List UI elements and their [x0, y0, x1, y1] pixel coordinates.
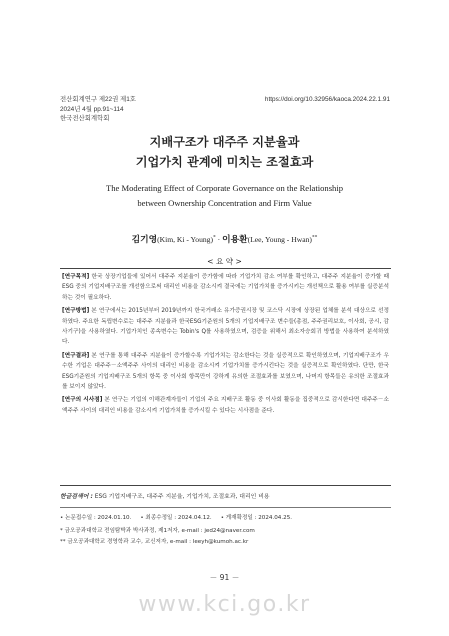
abstract-implications-text: 본 연구는 기업의 이해관계자들이 기업의 주요 지배구조 활동 중 이사회 활동을 집중적으로 감시한다면 대주주－소액주주 사이의 대리인 비용을 감소시켜 기업가치를 증가시킬 수 있다는 시사점을 준다.	[62, 397, 389, 414]
abstract-method-label: [연구방법]	[62, 308, 90, 315]
footnote-author-1: * 금오공과대학교 전임탐박과 박사과정, 제1저자, e-mail : jed24@naver.com	[60, 528, 255, 534]
english-title-line-2: between Ownership Concentration and Firm Value	[137, 197, 312, 208]
date-revised: • 최종수정일 : 2024.04.12.	[140, 515, 212, 521]
journal-publisher: 한국전산회계학회	[60, 115, 110, 122]
abstract-box	[60, 268, 391, 486]
date-accepted: • 게재확정일 : 2024.04.25.	[220, 515, 293, 521]
abstract-method-text: 본 연구에서는 2015년부터 2019년까지 한국거래소 유가증권시장 및 코스닥 시장에 상장된 업체를 분석 대상으로 선정하였다. 주요한 독립변수로는 대주주 지분율과 한국ESG기준원의 5개의 기업지배구조 변수들(총점, 주주권리보호, 이사회, 공시, 감사기구)을 사용하였다. 기업가치인 종속변수는 Tobin's Q를 사용하였으며, 검증을 위해서 최소자승회귀 방법을 사용하여 분석하였다.	[62, 308, 389, 346]
abstract-results-text: 본 연구를 통해 대주주 지분율이 증가할수록 기업가치는 감소한다는 것을 실증적으로 확인하였으며, 기업지배구조가 우수한 기업은 대주주－소액주주 사이의 대리인 비용을 감소시켜 기업가치를 증가시킨다는 것을 실증적으로 확인하였다. 단만, 한국ESG기준원의 기업지배구조 5개의 항목 중 이사회 항목만이 강하게 유의한 조절효과를 보였으며, 나머지 항목들은 유의한 조절효과를 보이지 않았다.	[62, 352, 389, 391]
abstract-purpose-label: [연구목적]	[62, 274, 90, 280]
english-title	[0, 181, 449, 210]
author-2-english: (Lee, Young - Hwan)	[247, 235, 312, 244]
korean-title-line-2: 기업가치 관계에 미치는 조절효과	[135, 155, 314, 169]
abstract-method	[62, 306, 389, 348]
date-submitted: • 논문접수일 : 2024.01.10.	[60, 515, 132, 521]
watermark: www.kci.go.kr	[138, 592, 311, 617]
author-1-mark: *	[213, 234, 216, 241]
abstract-purpose	[62, 272, 389, 303]
footnote-author-2: ** 금오공과대학교 경영학과 교수, 교신저자, e-mail : leeyh@kumoh.ac.kr	[60, 539, 249, 545]
keywords-label: 한글검색어 :	[60, 494, 93, 500]
footnote-divider	[60, 507, 391, 508]
abstract-implications-label: [연구의 시사점]	[62, 397, 103, 404]
submission-dates	[60, 513, 391, 521]
author-1-english: (Kim, Ki - Young)	[157, 235, 213, 244]
author-2-korean: 이용환	[222, 235, 248, 245]
keywords-text: ESG 기업지배구조, 대주주 지분율, 기업가치, 조절효과, 대리인 비용	[92, 494, 270, 500]
doi-link[interactable]: https://doi.org/10.32956/kaoca.2024.22.1.91	[264, 96, 390, 103]
journal-pages: 2024년 4월 pp.91~114	[60, 105, 124, 113]
abstract-implications	[62, 395, 389, 416]
abstract-results	[62, 351, 389, 393]
abstract-purpose-text: 한국 상장기업들에 있어서 대주주 지분율이 증가함에 따라 기업가치 감소 여부를 확인하고, 대주주 지분율이 증가할 때 ESG 중의 기업지배구조를 개선함으로써 대리인 비용을 감소시켜 결국에는 기업가치를 증가시키는 개선책으로 활용 여부를 실증분석하는 것이 필요하다.	[62, 274, 389, 301]
abstract-results-label: [연구결과]	[62, 352, 90, 359]
keywords-line	[60, 491, 391, 500]
journal-volume: 전산회계연구 제22권 제1호	[60, 96, 136, 103]
english-title-line-1: The Moderating Effect of Corporate Governance on the Relationship	[105, 183, 344, 193]
author-separator: ·	[215, 235, 223, 244]
author-line	[0, 232, 449, 245]
journal-meta	[60, 95, 390, 124]
korean-title-line-1: 지배구조가 대주주 지분율과	[149, 135, 300, 149]
page-number: － 91 －	[209, 573, 240, 582]
korean-title	[0, 132, 449, 172]
abstract-heading: < 요 약 >	[207, 257, 242, 266]
author-2-mark: **	[311, 234, 318, 241]
author-1-korean: 김기영	[131, 235, 158, 245]
